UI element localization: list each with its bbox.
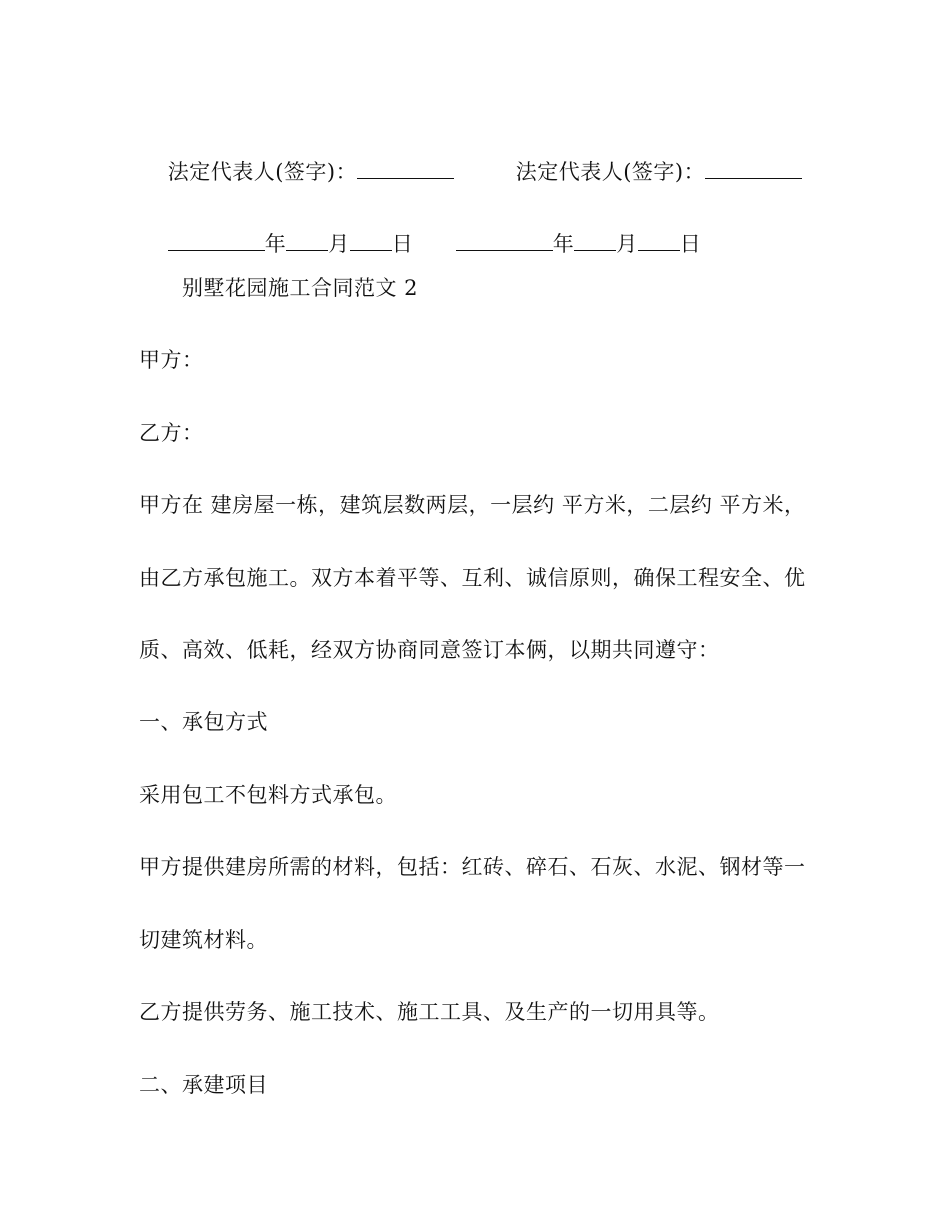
date-left-day: 日 xyxy=(391,232,414,256)
date-left-year: 年 xyxy=(264,232,287,256)
paragraph-line: 甲方在 建房屋一栋，建筑层数两层，一层约 平方米，二层约 平方米， xyxy=(139,493,806,517)
date-left-month: 月 xyxy=(328,232,350,256)
section-heading: 二、承建项目 xyxy=(139,1073,268,1097)
signature-left-label: 法定代表人(签字)： xyxy=(167,160,358,184)
date-left-month-blank xyxy=(286,230,328,251)
date-right xyxy=(427,202,701,286)
paragraph-line: 质、高效、低耗，经双方协商同意签订本俩，以期共同遵守： xyxy=(139,638,720,662)
paragraph-line: 乙方提供劳务、施工技术、施工工具、及生产的一切用具等。 xyxy=(139,1000,720,1024)
date-right-month-blank xyxy=(574,230,616,251)
signature-right-blank xyxy=(705,158,802,179)
date-left-year-blank xyxy=(168,230,265,251)
section-heading: 一、承包方式 xyxy=(139,710,268,734)
party-a-label: 甲方： xyxy=(139,348,204,372)
paragraph-line: 甲方提供建房所需的材料，包括：红砖、碎石、石灰、水泥、钢材等一 xyxy=(139,855,806,879)
party-b-label: 乙方： xyxy=(139,421,204,445)
date-right-day: 日 xyxy=(679,232,702,256)
date-right-year-blank xyxy=(456,230,553,251)
paragraph-line: 采用包工不包料方式承包。 xyxy=(139,783,397,807)
date-right-day-blank xyxy=(638,230,680,251)
signature-right-label: 法定代表人(签字)： xyxy=(515,160,706,184)
document-title: 别墅花园施工合同范文 2 xyxy=(182,276,419,300)
paragraph-line: 由乙方承包施工。双方本着平等、互利、诚信原则，确保工程安全、优 xyxy=(139,566,806,590)
date-right-month: 月 xyxy=(616,232,638,256)
paragraph-line: 切建筑材料。 xyxy=(139,928,268,952)
signature-left-blank xyxy=(357,158,454,179)
date-left-day-blank xyxy=(350,230,392,251)
date-right-year: 年 xyxy=(552,232,575,256)
